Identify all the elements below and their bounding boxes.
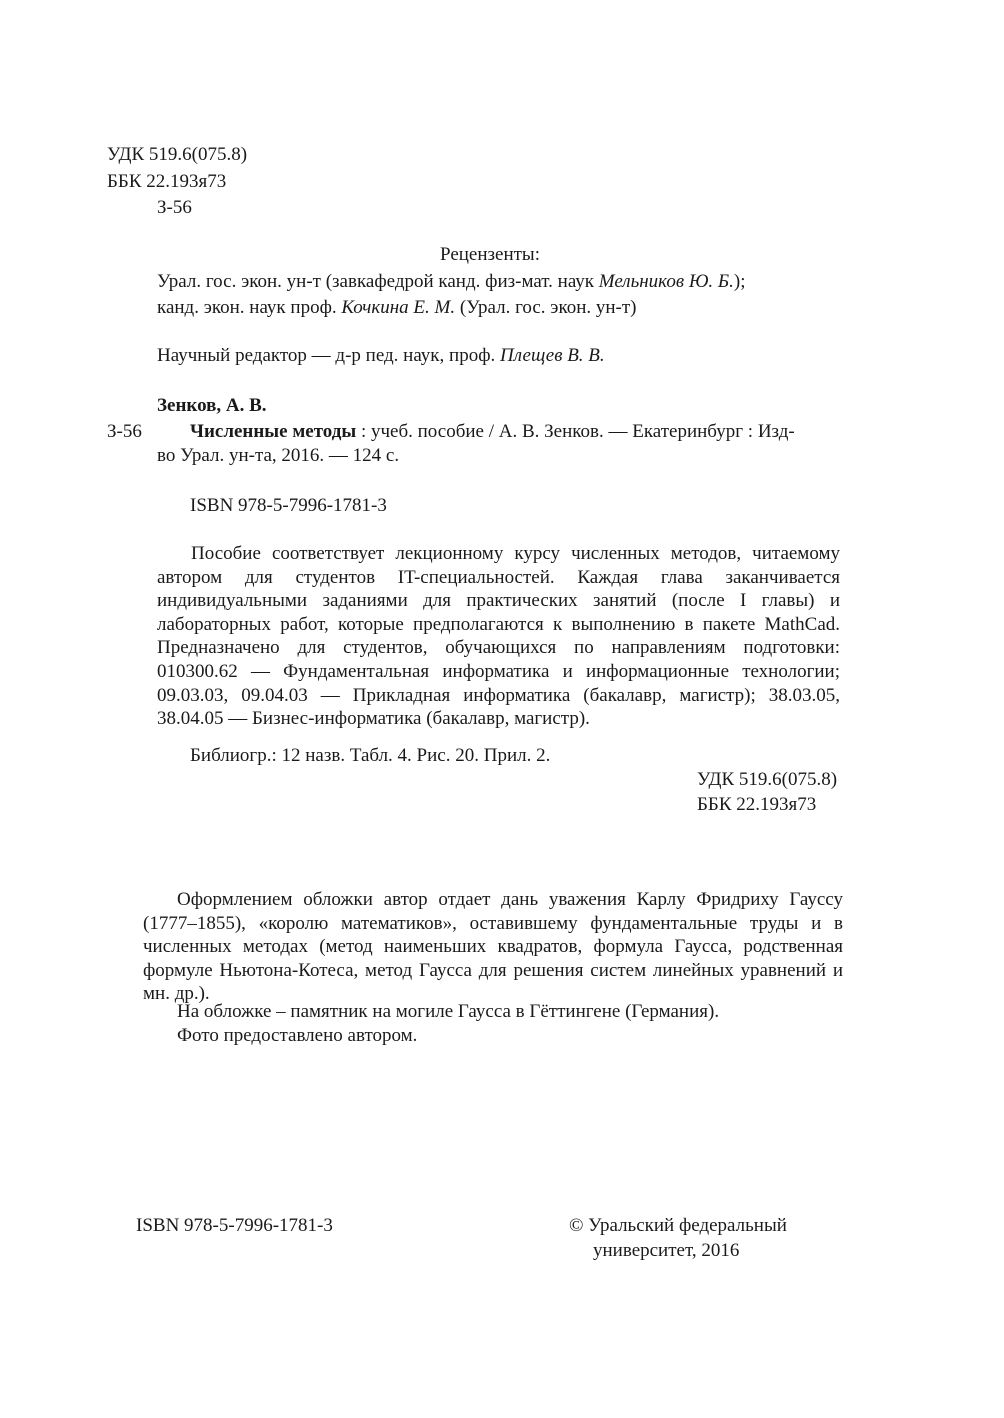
annotation: Пособие соответствует лекционному курсу численных методов, читаемому автором для студентов IT-специальностей. Каждая глава заканчивается индивидуальными заданиями для практических занятий (после I главы) и лабораторных работ, которые предполагаются к выполнению в пакете MathCad. Предназначено для студентов, обучающихся по направлениям подготовки: 010300.62 — Фундаментальная информатика и информационные технологии; 09.03.03, 09.04.03 — Прикладная информатика (бакалавр, магистр); 38.03.05, 38.04.05 — Бизнес-информатика (бакалавр, магистр). [157,543,840,730]
reviewer-1-name: Мельников Ю. Б. [598,271,734,292]
book-author-mark: З-56 [107,421,142,442]
copyright-line-1: © Уральский федеральный [569,1215,787,1236]
udk-code-right: УДК 519.6(075.8) [697,769,838,790]
book-isbn: ISBN 978-5-7996-1781-3 [190,495,387,516]
reviewer-2-affiliation: (Урал. гос. экон. ун-т) [455,297,637,318]
book-record-rest: : учеб. пособие / А. В. Зенков. — Екатеринбург : Изд- [356,421,795,442]
footer-isbn: ISBN 978-5-7996-1781-3 [136,1215,333,1236]
copyright-line-2: университет, 2016 [593,1240,740,1261]
cover-note-paragraph-3: Фото предоставлено автором. [177,1025,418,1046]
book-record-line-1 [190,420,795,444]
bbk-code: ББК 22.193я73 [107,171,227,192]
reviewer-line-1 [157,270,746,294]
scientific-editor [157,344,605,368]
book-author: Зенков, А. В. [157,395,267,416]
book-title: Численные методы [190,421,357,442]
bbk-code-right: ББК 22.193я73 [697,794,817,815]
cover-note-paragraph-2: На обложке – памятник на могиле Гаусса в Гёттингене (Германия). [177,1001,720,1022]
bibliography-info: Библиогр.: 12 назв. Табл. 4. Рис. 20. Прил. 2. [190,745,551,766]
udk-code: УДК 519.6(075.8) [107,144,248,165]
reviewer-2-name: Кочкина Е. М. [341,297,456,318]
editor-name: Плещев В. В. [500,345,605,366]
reviewer-1-affiliation: Урал. гос. экон. ун-т (завкафедрой канд. физ-мат. наук [157,271,599,292]
cover-note-paragraph-1: Оформлением обложки автор отдает дань уважения Карлу Фридриху Гауссу (1777–1855), «королю математиков», оставившему фундаментальные труды и в численных методах (метод наименьших квадратов, формула Гаусса, родственная формуле Ньютона-Котеса, метод Гаусса для решения систем линейных уравнений и мн. др.). [143,889,843,1005]
editor-title: Научный редактор — д-р пед. наук, проф. [157,345,501,366]
reviewers-heading: Рецензенты: [440,244,540,265]
reviewer-1-close: ); [733,271,746,292]
reviewer-line-2 [157,296,637,320]
book-record-line-2: во Урал. ун-та, 2016. — 124 с. [157,445,400,466]
author-mark: З-56 [157,197,192,218]
reviewer-2-title: канд. экон. наук проф. [157,297,342,318]
